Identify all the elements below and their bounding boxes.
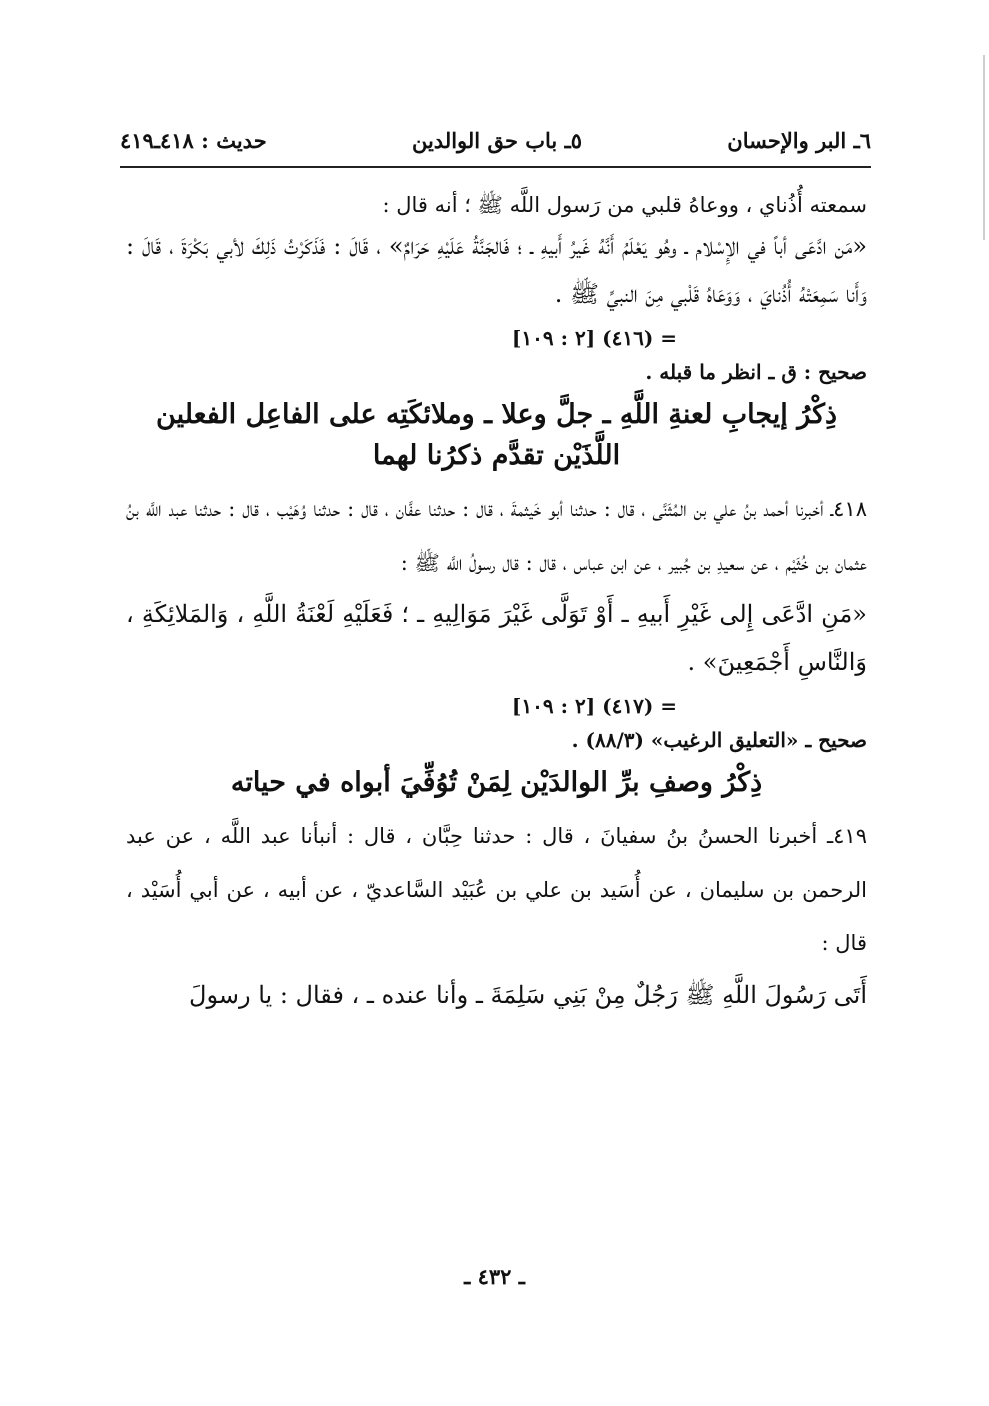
hadith-grade: صحيح : ق ـ انظر ما قبله .: [645, 359, 867, 384]
narration-chain: ٤١٨ـ أخبرنا أحمد بنُ علي بن المُثَنَّى ، قال : حدثنا أبو خَيثمةَ ، قال : حدثنا عفَّان ، قال : حدثنا وُهَيْب ، قال : حدثنا عبد اللَّه بنُ عثمان بن خُثَيْم ، عن سعيدِ بن جُبير ، عن ابن عباس ، قال : قال رسولُ اللَّه ﷺ :: [126, 497, 867, 575]
hadith-text: «مَن ادَّعَى أباً في الإِسْلام ـ وهُو يَعْلَمُ أَنَّهُ غَيرُ أَبيهِ ـ ؛ فَالجَنَّةُ عَلَيْهِ حَرَامٌ» ، قَالَ : فَذَكَرْتُ ذَلِكَ لأبي بَكْرَةَ ، قَالَ : وَأَنا سَمِعَتْهُ أُذُنايَ ، وَوَعَاهُ قَلْبي مِنَ النبيِّ ﷺ .: [126, 231, 867, 308]
hadith-reference: = (٤١٦) [٢ : ١٠٩]: [511, 325, 677, 350]
intro-line: سمعته أُذُناي ، ووعاهُ قلبي من رَسول اللَّه ﷺ ؛ أنه قال :: [382, 193, 867, 217]
page-body: [126, 190, 867, 1019]
hadith-grade: صحيح ـ «التعليق الرغيب» (٨٨/٣) .: [571, 728, 867, 753]
header-chapter-title: ٥ـ باب حق الوالدين: [411, 127, 583, 153]
header-hadith-range: حديث : ٤١٨ـ٤١٩: [120, 127, 267, 153]
chapter-heading: ذِكْرُ إيجابِ لعنةِ اللَّهِ ـ جلَّ وعلا ـ وملائكَتِه على الفاعِل الفعلين اللَّذَيْن تقدَّم ذكرُنا لهما: [156, 398, 837, 472]
running-header: [120, 120, 871, 160]
hadith-text: «مَنِ ادَّعَى إِلى غَيْرِ أَبيهِ ـ أَوْ تَوَلَّى غَيْرَ مَوَالِيهِ ـ ؛ فَعَلَيْهِ لَعْنَةُ اللَّهِ ، وَالمَلائِكَةِ ، وَالنَّاسِ أَجْمَعِينَ» .: [126, 600, 867, 677]
chapter-heading: ذِكْرُ وصفِ برِّ الوالدَيْن لِمَنْ تُوُفِّيَ أبواه في حياته: [230, 767, 763, 799]
header-book-title: ٦ـ البر والإحسان: [727, 127, 871, 153]
hadith-reference: = (٤١٧) [٢ : ١٠٩]: [511, 694, 677, 719]
hadith-text: أَتَى رَسُولَ اللَّهِ ﷺ رَجُلٌ مِنْ بَنِي سَلِمَةَ ـ وأنا عنده ـ ، فقال : يا رسولَ: [189, 980, 867, 1009]
page-number: ـ ٤٣٢ ـ: [464, 1264, 525, 1289]
scan-edge-mark: [983, 55, 985, 240]
narration-chain: ٤١٩ـ أخبرنا الحسنُ بنُ سفيانَ ، قال : حدثنا حِبَّان ، قال : أنبأنا عبد اللَّه ، عن عبد الرحمن بن سليمان ، عن أُسَيد بن علي بن عُبَيْد السَّاعديّ ، عن أبيه ، عن أبي أُسَيْد ، قال :: [126, 824, 867, 956]
header-divider: [120, 166, 871, 168]
